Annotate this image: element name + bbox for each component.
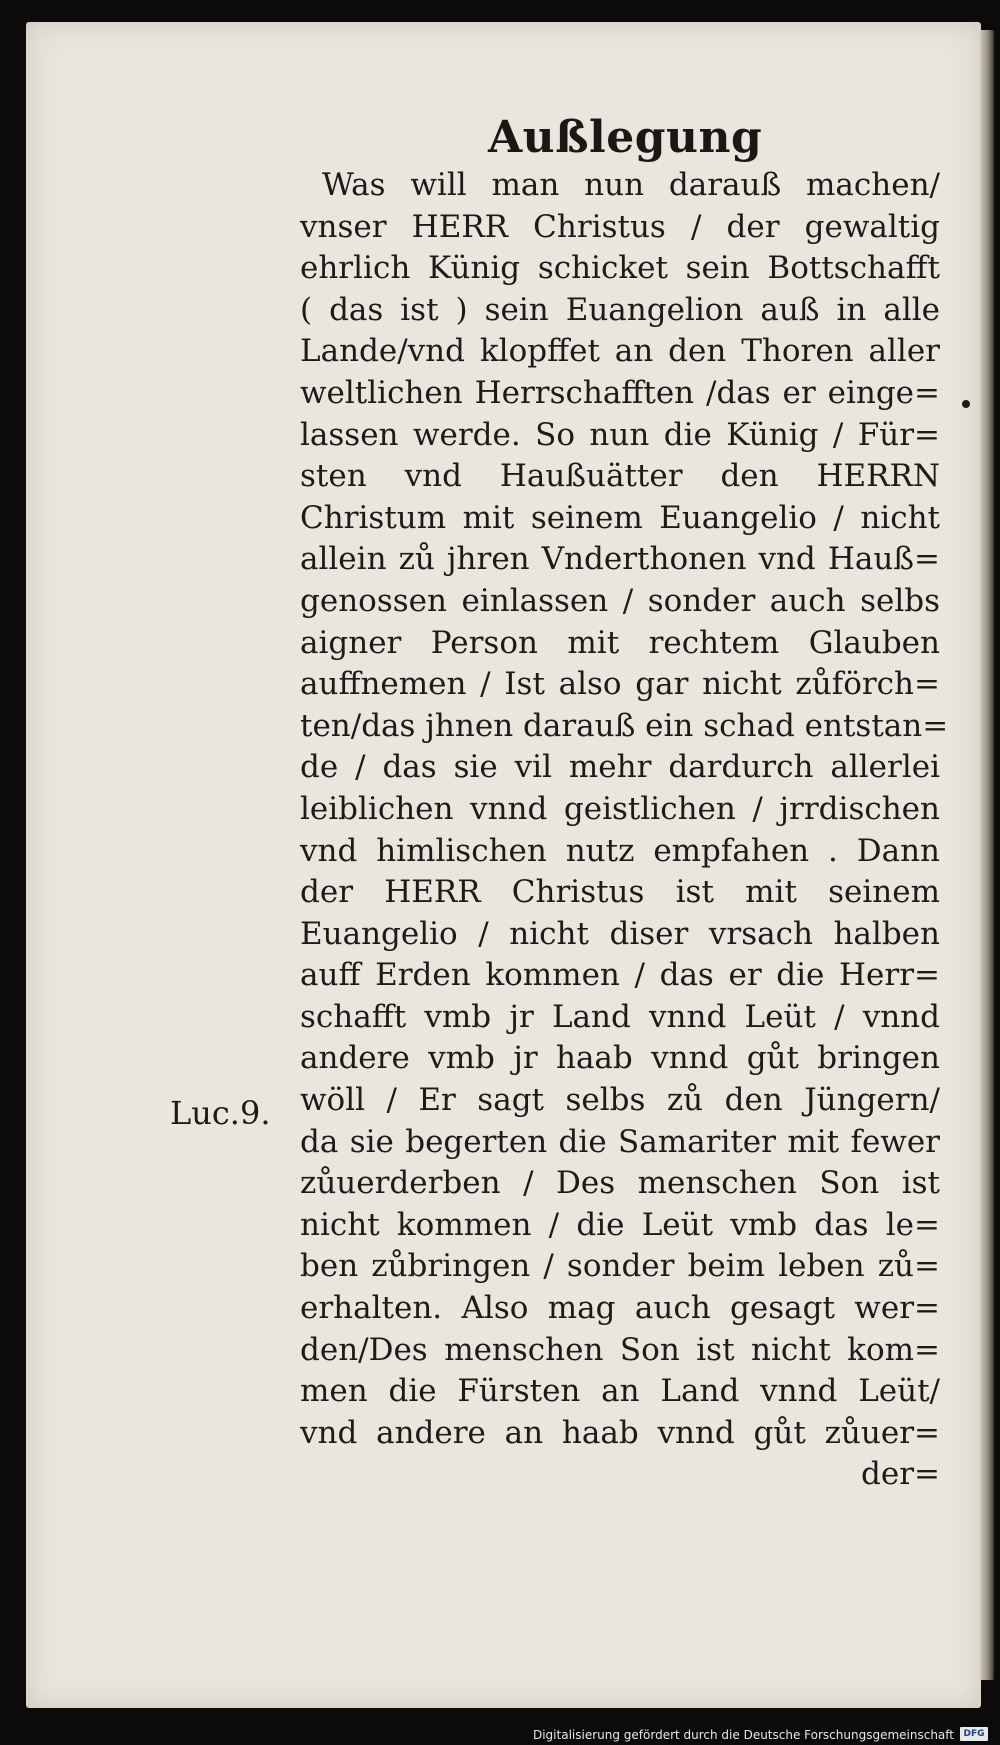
text-line: genossen einlassen / sonder auch selbs [300,582,940,619]
text-line: Euangelio / nicht diser vrsach halben [300,915,940,952]
text-line: sten vnd Haußuätter den HERRN [300,458,940,495]
footer-credit: Digitalisierung gefördert durch die Deutsche Forschungsgemeinschaft [532,1728,954,1742]
text-line: aigner Person mit rechtem Glauben [300,624,940,661]
page-edge [980,30,994,1680]
text-line: der HERR Christus ist mit seinem [300,874,940,911]
text-line: Christum mit seinem Euangelio / nicht [300,499,940,536]
text-line: vnser HERR Christus / der gewaltig [300,208,940,245]
text-line: nicht kommen / die Leüt vmb das le= [300,1206,940,1243]
text-line: auffnemen / Ist also gar nicht zůförch= [300,666,940,703]
text-line: da sie begerten die Samariter mit fewer [300,1123,940,1160]
text-line: Was will man nun darauß machen/ [322,167,940,203]
text-line: den/Des menschen Son ist nicht kom= [300,1331,940,1368]
text-line: schafft vmb jr Land vnnd Leüt / vnnd [300,998,940,1035]
text-line: ehrlich Künig schicket sein Bottschafft [300,250,940,287]
text-line: vnd himlischen nutz empfahen . Dann [300,832,940,869]
margin-mark [962,400,970,408]
dfg-logo-icon: DFG [960,1727,988,1741]
text-line: leiblichen vnnd geistlichen / jrrdischen [300,790,940,827]
text-line: men die Fürsten an Land vnnd Leüt/ [300,1373,940,1410]
text-line: ten/das jhnen darauß ein schad entstan= [300,707,949,744]
text-block [300,165,949,1496]
text-line: zůuerderben / Des menschen Son ist [300,1165,940,1202]
text-line: wöll / Er sagt selbs zů den Jüngern/ [300,1082,940,1119]
text-line: vnd andere an haab vnnd gůt zůuer= [300,1414,940,1451]
text-line: de / das sie vil mehr dardurch allerlei [300,749,940,786]
text-line: Lande/vnd klopffet an den Thoren aller [300,333,940,370]
margin-note: Luc.9. [170,1094,271,1132]
text-line: auff Erden kommen / das er die Herr= [300,957,940,994]
text-line: andere vmb jr haab vnnd gůt bringen [300,1040,940,1077]
text-line: erhalten. Also mag auch gesagt wer= [300,1290,940,1327]
text-line: weltlichen Herrschafften /das er einge= [300,374,940,411]
text-line: der= [861,1456,940,1493]
text-line: lassen werde. So nun die Künig / Für= [300,416,940,453]
text-line: ( das ist ) sein Euangelion auß in alle [300,291,940,328]
text-line: allein zů jhren Vnderthonen vnd Hauß= [300,541,940,578]
text-line: ben zůbringen / sonder beim leben zů= [300,1248,940,1285]
page-heading: Außlegung [488,112,763,163]
